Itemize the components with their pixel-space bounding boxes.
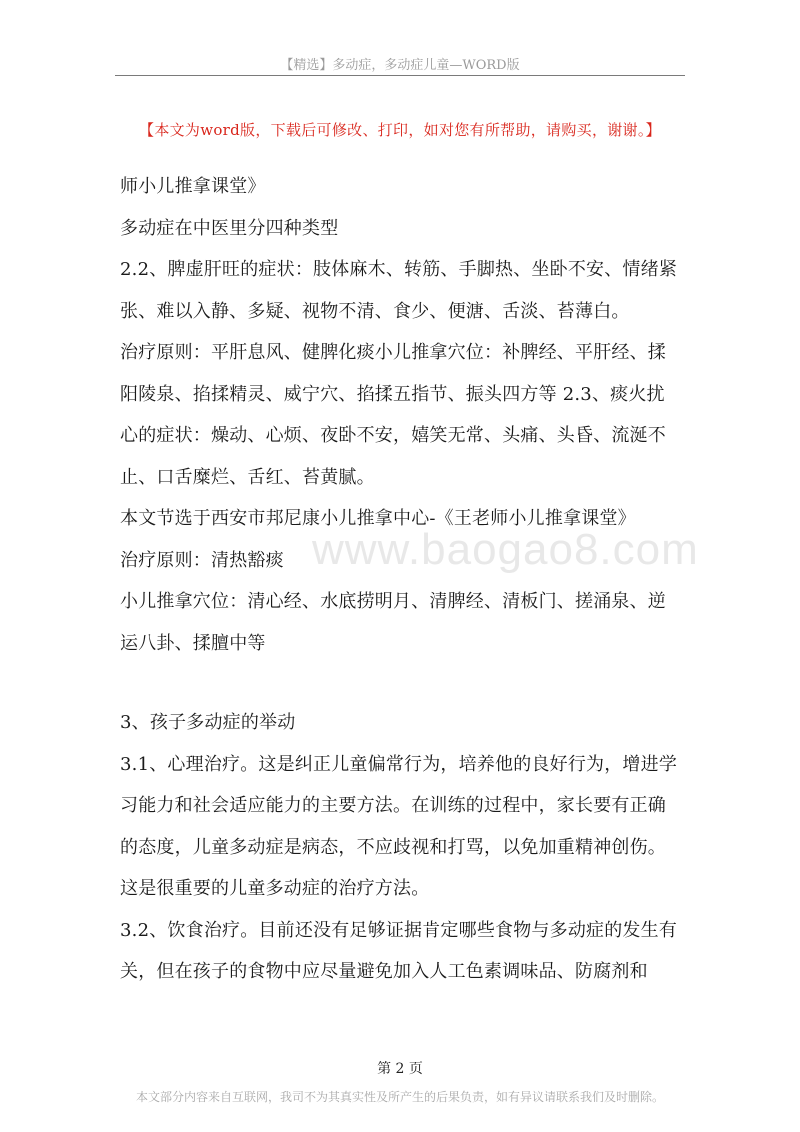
paragraph-four-types: 多动症在中医里分四种类型 (120, 217, 339, 239)
page-header-title: 【精选】多动症，多动症儿童—WORD版 (280, 58, 520, 73)
editable-notice: 【本文为word版，下载后可修改、打印，如对您有所帮助，请购买，谢谢。】 (139, 121, 661, 139)
paragraph-massage-points: 小儿推拿穴位：清心经、水底捞明月、清脾经、清板门、搓涌泉、逆运八卦、揉膻中等 (120, 591, 666, 654)
paragraph-psychotherapy: 3.1、心理治疗。这是纠正儿童偏常行为，培养他的良好行为，增进学习能力和社会适应能力的主要方法。在训练的过程中，家长要有正确的态度，儿童多动症是病态，不应歧视和打骂，以免加重精神创伤。这是很重要的儿童多动症的治疗方法。 (120, 753, 678, 899)
paragraph-course-title: 师小儿推拿课堂》 (120, 176, 266, 197)
header-divider (115, 75, 685, 76)
watermark-text: www.baogao8.com (312, 525, 699, 574)
section-heading-behaviors: 3、孩子多动症的举动 (120, 712, 296, 733)
paragraph-spleen-liver-symptoms: 2.2、脾虚肝旺的症状：肢体麻木、转筋、手脚热、坐卧不安、情绪紧张、难以入静、多疑、视物不清、食少、便溏、舌淡、苔薄白。 (120, 259, 678, 322)
document-body (120, 166, 682, 993)
paragraph-treatment-phlegm-fire: 治疗原则：平肝息风、健脾化痰小儿推拿穴位：补脾经、平肝经、揉阳陵泉、掐揉精灵、威宁穴、掐揉五指节、振头四方等 2.3、痰火扰心的症状：燥动、心烦、夜卧不安，嬉笑无常、头痛、头昏、流涎不止、口舌糜烂、舌红、苔黄腻。 (120, 342, 666, 488)
page-number: 第 2 页 (377, 1061, 423, 1077)
footer-disclaimer: 本文部分内容来自互联网，我司不为其真实性及所产生的后果负责，如有异议请联系我们及时删除。 (135, 1090, 664, 1104)
paragraph-diet-therapy: 3.2、饮食治疗。目前还没有足够证据肯定哪些食物与多动症的发生有关，但在孩子的食物中应尽量避免加入人工色素调味品、防腐剂和 (120, 919, 678, 982)
paragraph-source-note: 本文节选于西安市邦尼康小儿推拿中心-《王老师小儿推拿课堂》 (120, 508, 636, 529)
paragraph-treatment-principle: 治疗原则：清热豁痰 (120, 549, 284, 571)
